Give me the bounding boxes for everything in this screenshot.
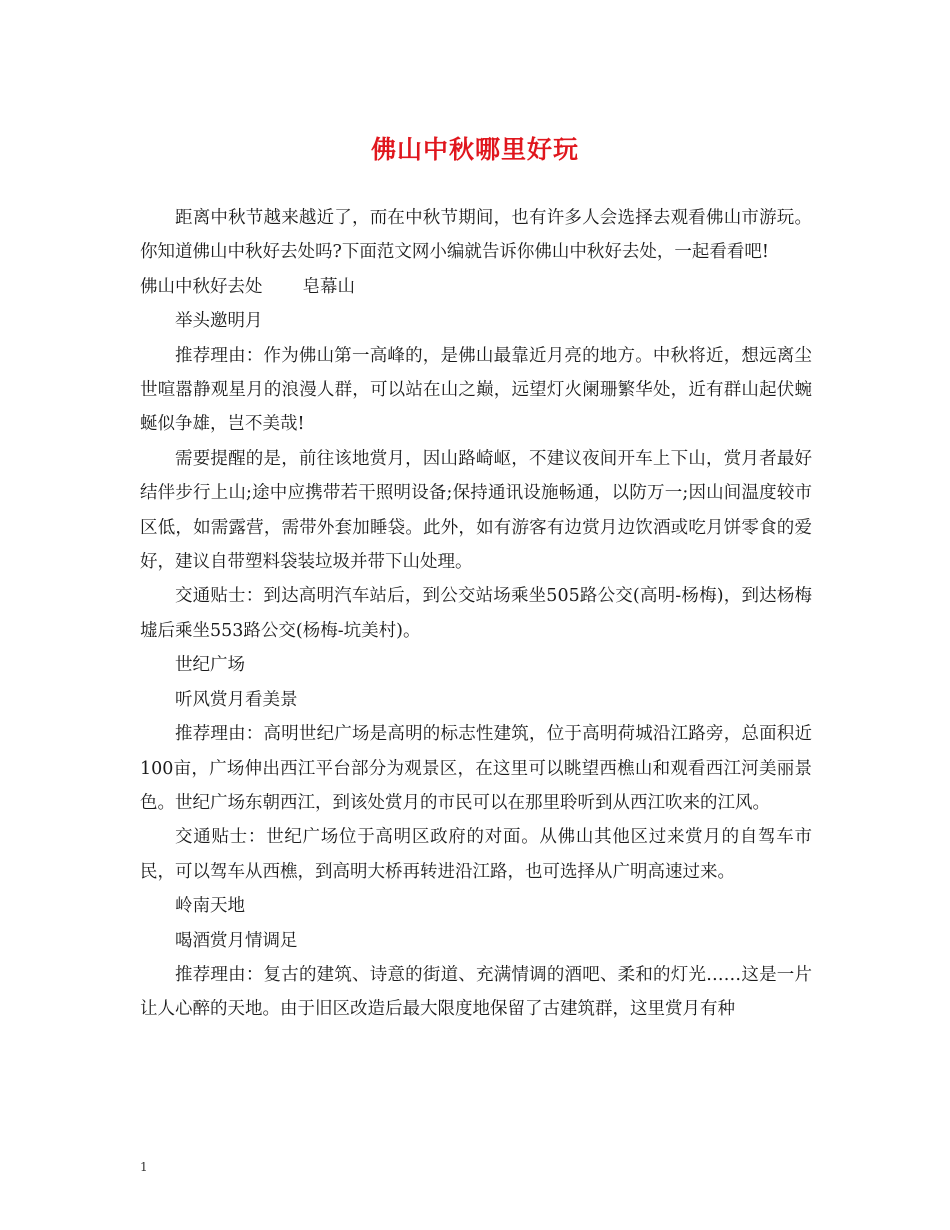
place-name-1: 皂幕山 — [302, 276, 355, 297]
place-traffic-2: 交通贴士：世纪广场位于高明区政府的对面。从佛山其他区过来赏月的自驾车市民，可以驾车从西樵，到高明大桥再转进沿江路，也可选择从广明高速过来。 — [140, 827, 812, 882]
document-title: 佛山中秋哪里好玩 — [370, 135, 579, 164]
place-reason-1: 推荐理由：作为佛山第一高峰的，是佛山最靠近月亮的地方。中秋将近，想远离尘世喧嚣静观星月的浪漫人群，可以站在山之巅，远望灯火阑珊繁华处，近有群山起伏蜿蜒似争雄，岂不美哉! — [140, 345, 812, 435]
section-label: 佛山中秋好去处 — [140, 276, 263, 297]
place-name-2: 世纪广场 — [175, 655, 245, 676]
intro-paragraph: 距离中秋节越来越近了，而在中秋节期间，也有许多人会选择去观看佛山市游玩。你知道佛山中秋好去处吗?下面范文网小编就告诉你佛山中秋好去处，一起看看吧! — [140, 208, 812, 263]
place-traffic-1: 交通贴士：到达高明汽车站后，到公交站场乘坐505路公交(高明-杨梅)，到达杨梅墟后乘坐553路公交(杨梅-坑美村)。 — [140, 586, 812, 641]
place-reason-2: 推荐理由：高明世纪广场是高明的标志性建筑，位于高明荷城沿江路旁，总面积近100亩，广场伸出西江平台部分为观景区，在这里可以眺望西樵山和观看西江河美丽景色。世纪广场东朝西江，到该处赏月的市民可以在那里聆听到从西江吹来的江风。 — [140, 724, 812, 813]
place-subtitle-3: 喝酒赏月情调足 — [175, 930, 298, 951]
place-note-1: 需要提醒的是，前往该地赏月，因山路崎岖，不建议夜间开车上下山，赏月者最好结伴步行上山;途中应携带若干照明设备;保持通讯设施畅通，以防万一;因山间温度较市区低，如需露营，需带外套加睡袋。此外，如有游客有边赏月边饮酒或吃月饼零食的爱好，建议自带塑料袋装垃圾并带下山处理。 — [140, 448, 812, 573]
document-body — [140, 201, 812, 1027]
place-subtitle-2: 听风赏月看美景 — [175, 689, 298, 710]
page-number: 1 — [140, 1160, 148, 1174]
place-reason-3: 推荐理由：复古的建筑、诗意的街道、充满情调的酒吧、柔和的灯光……这是一片让人心醉的天地。由于旧区改造后最大限度地保留了古建筑群，这里赏月有种 — [140, 964, 812, 1020]
place-subtitle-1: 举头邀明月 — [175, 311, 263, 332]
section-heading-line — [140, 270, 812, 304]
place-name-3: 岭南天地 — [175, 896, 245, 917]
